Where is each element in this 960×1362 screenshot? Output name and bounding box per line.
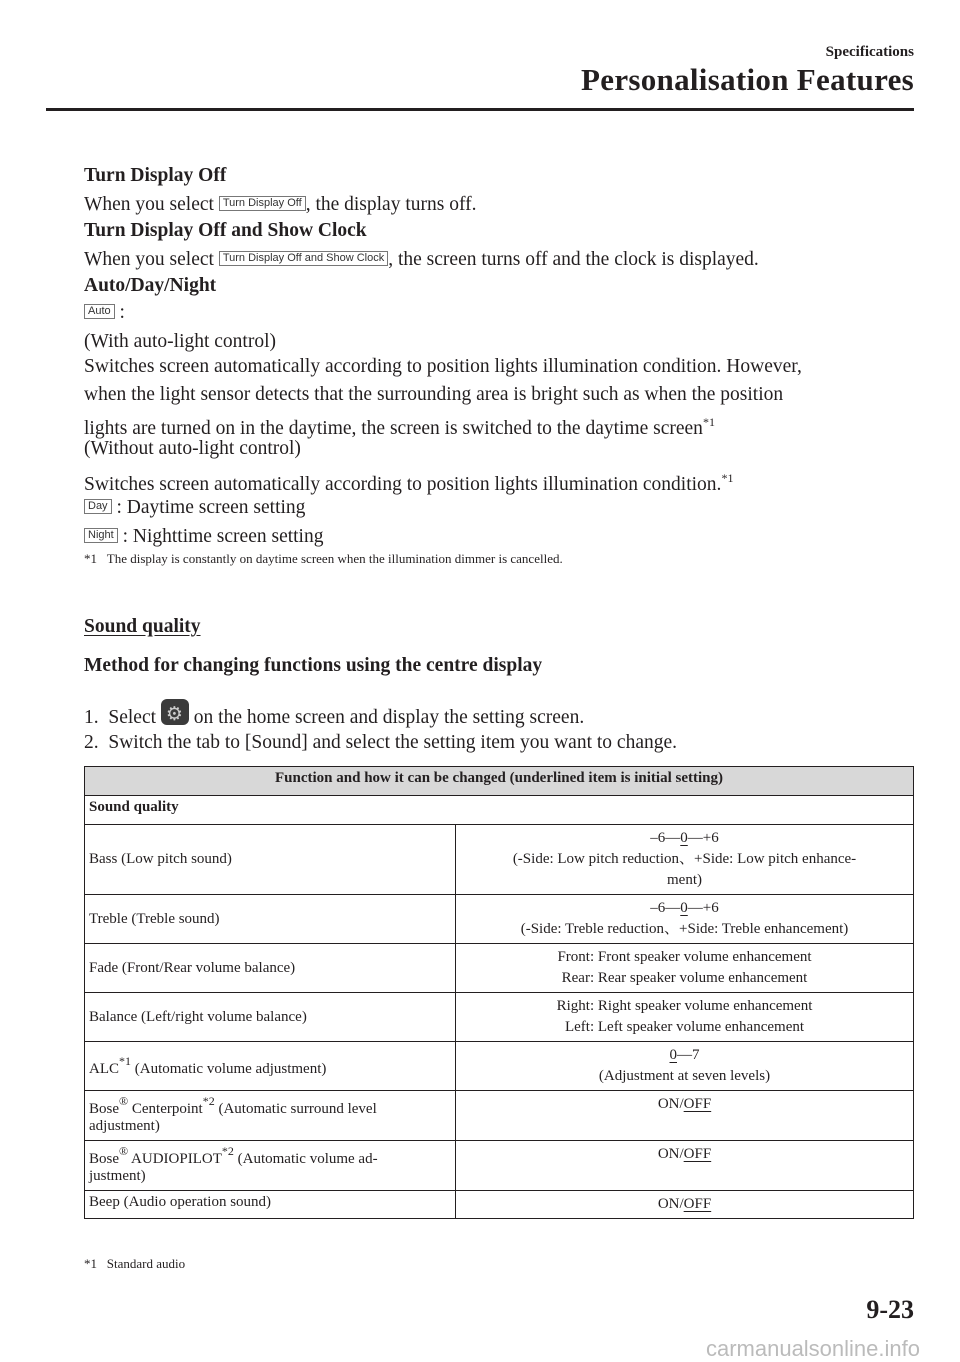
turn-display-off-button: Turn Display Off xyxy=(219,196,306,211)
display-footnote: *1 The display is constantly on daytime screen when the illumination dimmer is cancelled. xyxy=(84,551,563,566)
method-heading: Method for changing functions using the centre display xyxy=(84,655,543,676)
with-alc-line1: Switches screen automatically according to position lights illumination condition. However, xyxy=(84,356,802,377)
show-clock-button: Turn Display Off and Show Clock xyxy=(219,251,388,266)
turn-display-off-text: When you select Turn Display Off , the display turns off. xyxy=(84,194,477,215)
show-clock-heading: Turn Display Off and Show Clock xyxy=(84,220,367,241)
page-title: Personalisation Features xyxy=(581,62,914,97)
night-line: Night : Nighttime screen setting xyxy=(84,522,323,551)
watermark: carmanualsonline.info xyxy=(705,1336,920,1361)
table-header: Function and how it can be changed (underlined item is initial setting) xyxy=(85,767,914,796)
table-row: Fade (Front/Rear volume balance) Front: Front speaker volume enhancement Rear: Rear speaker volume enhancement xyxy=(85,944,914,993)
show-clock-text: When you select Turn Display Off and Show Clock , the screen turns off and the clock is displayed. xyxy=(84,249,759,270)
without-alc-line: Switches screen automatically according to position lights illumination condition.$^{*1}$ xyxy=(84,471,734,495)
table-row: Bose® Centerpoint$^{*2}$ (Automatic surround level adjustment) ON/OFF xyxy=(85,1091,914,1141)
header-rule xyxy=(46,108,914,111)
step-1: 1. Select ⚙ on the home screen and display the setting screen. xyxy=(84,699,584,732)
turn-display-off-heading: Turn Display Off xyxy=(84,165,227,186)
with-alc-label: (With auto-light control) xyxy=(84,331,277,352)
table-group-label: Sound quality xyxy=(85,796,914,825)
table-row: ALC$^{*1}$ (Automatic volume adjustment) 0―7 (Adjustment at seven levels) xyxy=(85,1042,914,1091)
table-row: Treble (Treble sound) –6―0―+6 (-Side: Treble reduction、+Side: Treble enhancement) xyxy=(85,895,914,944)
table-row: Bass (Low pitch sound) –6―0―+6 (-Side: Low pitch reduction、+Side: Low pitch enhance- ment) xyxy=(85,825,914,895)
night-button: Night xyxy=(84,528,118,543)
auto-line: Auto : xyxy=(84,298,125,327)
table-row: Bose® AUDIOPILOT$^{*2}$ (Automatic volume ad- justment) ON/OFF xyxy=(85,1141,914,1191)
settings-icon xyxy=(161,699,189,725)
without-alc-label: (Without auto-light control) xyxy=(84,438,301,459)
auto-button: Auto xyxy=(84,304,115,319)
table-row: Balance (Left/right volume balance) Right: Right speaker volume enhancement Left: Left speaker volume enhancement xyxy=(85,993,914,1042)
auto-day-night-heading: Auto/Day/Night xyxy=(84,275,217,296)
table-footnote: *1 Standard audio xyxy=(84,1256,186,1271)
day-line: Day : Daytime screen setting xyxy=(84,493,305,522)
sound-settings-table xyxy=(84,766,914,1219)
with-alc-line2: when the light sensor detects that the surrounding area is bright such as when the position xyxy=(84,384,784,405)
page-number: 9-23 xyxy=(866,1295,914,1324)
section-label: Specifications xyxy=(825,44,914,60)
table-row: Beep (Audio operation sound) ON/OFF xyxy=(85,1191,914,1219)
with-alc-line3: lights are turned on in the daytime, the screen is switched to the daytime screen$^{*1}$ xyxy=(84,415,715,439)
sound-quality-heading: Sound quality xyxy=(84,616,201,637)
day-button: Day xyxy=(84,499,112,514)
step-2: 2. Switch the tab to [Sound] and select the setting item you want to change. xyxy=(84,732,677,753)
